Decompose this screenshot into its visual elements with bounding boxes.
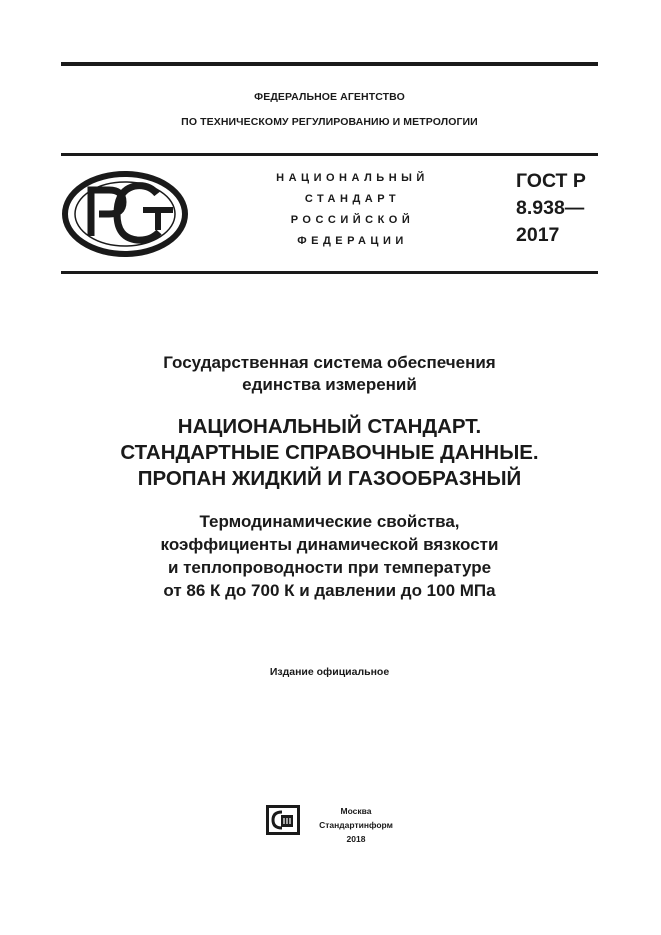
publisher-block xyxy=(306,804,406,846)
gost-number xyxy=(516,168,586,249)
description-line: коэффициенты динамической вязкости xyxy=(160,535,499,554)
national-standard-line: СТАНДАРТ xyxy=(304,193,401,205)
rst-standard-mark-icon xyxy=(61,170,191,258)
gost-line: 8.938— xyxy=(516,197,585,219)
agency-line-2: ПО ТЕХНИЧЕСКОМУ РЕГУЛИРОВАНИЮ И МЕТРОЛОГИИ xyxy=(181,116,478,128)
subtitle-line: Государственная система обеспечения xyxy=(163,353,496,372)
subtitle-line: единства измерений xyxy=(242,375,417,394)
title-line: СТАНДАРТНЫЕ СПРАВОЧНЫЕ ДАННЫЕ. xyxy=(120,441,539,464)
publisher-year: 2018 xyxy=(346,834,366,844)
document-title xyxy=(61,414,598,492)
middle-rule xyxy=(61,153,598,156)
publisher-name: Стандартинформ xyxy=(319,820,393,830)
title-line: НАЦИОНАЛЬНЫЙ СТАНДАРТ. xyxy=(177,415,482,438)
edition-note: Издание официальное xyxy=(269,666,390,678)
top-rule xyxy=(61,62,598,66)
description-line: Термодинамические свойства, xyxy=(199,512,460,531)
description-line: от 86 К до 700 К и давлении до 100 МПа xyxy=(163,581,496,600)
description-line: и теплопроводности при температуре xyxy=(167,558,492,577)
gost-line: 2017 xyxy=(516,224,560,246)
document-description xyxy=(61,510,598,602)
national-standard-block xyxy=(250,168,455,252)
standartinform-logo-icon xyxy=(266,805,300,835)
bottom-rule xyxy=(61,271,598,274)
publisher-city: Москва xyxy=(340,806,372,816)
agency-line-1: ФЕДЕРАЛЬНОЕ АГЕНТСТВО xyxy=(254,91,405,103)
title-line: ПРОПАН ЖИДКИЙ И ГАЗООБРАЗНЫЙ xyxy=(137,467,522,490)
national-standard-line: ФЕДЕРАЦИИ xyxy=(297,235,408,247)
document-subtitle xyxy=(61,352,598,396)
national-standard-line: НАЦИОНАЛЬНЫЙ xyxy=(276,172,429,184)
national-standard-line: РОССИЙСКОЙ xyxy=(290,214,415,226)
gost-line: ГОСТ Р xyxy=(516,170,586,192)
